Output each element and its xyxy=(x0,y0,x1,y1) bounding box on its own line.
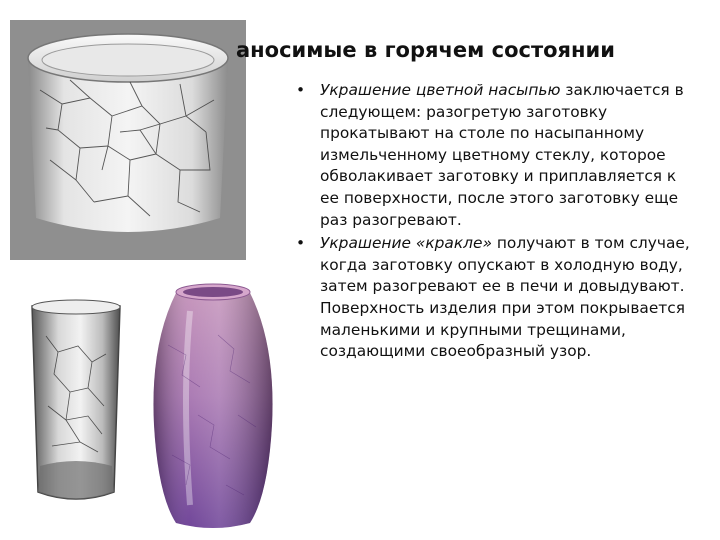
bullet-term: Украшение цветной насыпью xyxy=(320,81,561,99)
bullet-item xyxy=(296,233,696,363)
bullet-item xyxy=(296,80,696,231)
purple-vase-photo xyxy=(138,275,288,533)
slide-title: аносимые в горячем состоянии xyxy=(236,38,615,62)
bullet-list xyxy=(296,80,696,365)
bullet-text: заключается в следующем: разогретую заготовку прокатывают на столе по насыпанному измельченному цветному стеклу, которое обволакивает заготовку и приплавляется к ее поверхности, после этого заготовку еще раз разогревают. xyxy=(320,81,684,229)
bullet-marker: • xyxy=(296,81,306,99)
bullet-marker: • xyxy=(296,234,306,253)
crackle-bowl-photo xyxy=(10,20,246,260)
bullet-text: получают в том случае, когда заготовку опускают в холодную воду, затем разогревают ее в печи и довыдувают. Поверхность изделия при этом покрывается маленькими и крупными трещинами, создающими своеобразный узор. xyxy=(320,234,690,361)
bullet-term: Украшение «кракле» xyxy=(320,234,492,253)
crackle-glass-photo xyxy=(18,296,134,510)
